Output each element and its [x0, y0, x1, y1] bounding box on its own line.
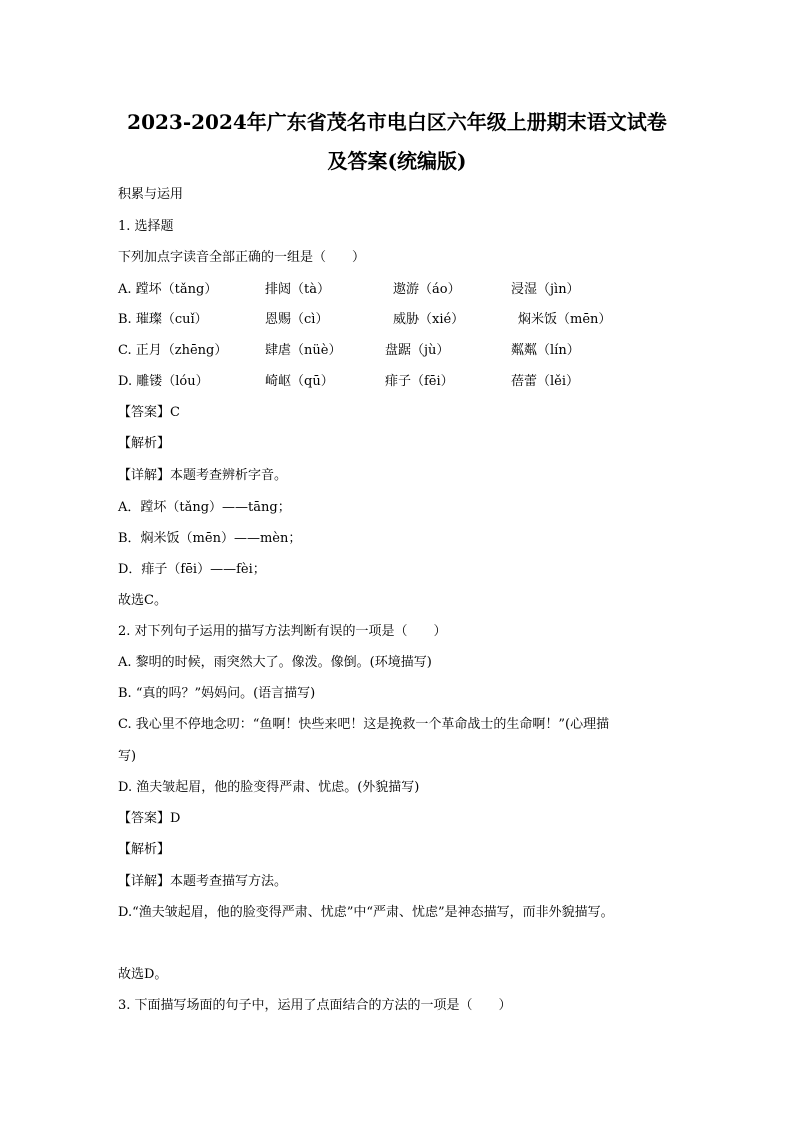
q2-option: B. “真的吗？”妈妈问。(语言描写)	[118, 686, 316, 701]
q1-note: A．蹚坏（tǎng）——tāng；	[118, 500, 291, 515]
q1-option: D. 雕镂（lóu）	[118, 374, 209, 389]
q1-stem: 下列加点字读音全部正确的一组是（ ）	[118, 250, 366, 265]
q1-detail: 【详解】本题考查辨析字音。	[118, 468, 288, 483]
q1-conclusion: 故选C。	[118, 593, 167, 608]
q1-heading: 1. 选择题	[118, 219, 174, 234]
q1-option: C. 正月（zhēng）	[118, 343, 228, 358]
q1-note: D．痱子（fēi）——fèi；	[118, 562, 266, 577]
q1-answer: 【答案】C	[118, 405, 180, 420]
q2-stem: 2. 对下列句子运用的描写方法判断有误的一项是（ ）	[118, 624, 447, 639]
q2-option: C. 我心里不停地念叨：“鱼啊！快些来吧！这是挽救一个革命战士的生命啊！”(心理描	[118, 717, 610, 732]
q1-option: 粼粼（lín）	[511, 343, 580, 358]
doc-title-line2: 及答案(统编版)	[327, 149, 467, 173]
section-heading: 积累与运用	[118, 187, 184, 202]
q1-option: 崎岖（qū）	[265, 374, 334, 389]
q2-option: A. 黎明的时候，雨突然大了。像泼。像倒。(环境描写)	[118, 655, 432, 670]
q1-option: 痱子（fēi）	[385, 374, 454, 389]
q2-conclusion: 故选D。	[118, 967, 168, 982]
q1-option: 排闼（tà）	[265, 282, 330, 297]
q1-option: 遨游（áo）	[393, 282, 461, 297]
q1-analysis: 【解析】	[118, 436, 171, 451]
q2-note: D.“渔夫皱起眉，他的脸变得严肃、忧虑”中“严肃、忧虑”是神态描写，而非外貌描写。	[118, 905, 614, 920]
doc-title-line1: 2023-2024年广东省茂名市电白区六年级上册期末语文试卷	[127, 110, 667, 134]
q2-answer: 【答案】D	[118, 811, 181, 826]
q2-detail: 【详解】本题考查描写方法。	[118, 874, 288, 889]
q1-option: 浸湿（jìn）	[511, 282, 580, 297]
q1-option: 盘踞（jù）	[385, 343, 450, 358]
q1-option: A. 蹚坏（tǎng）	[118, 282, 218, 297]
q1-option: 威胁（xié）	[393, 312, 465, 327]
q2-option: D. 渔夫皱起眉，他的脸变得严肃、忧虑。(外貌描写)	[118, 780, 420, 795]
q1-option: 肆虐（nüè）	[265, 343, 342, 358]
q2-option-wrap: 写)	[118, 749, 137, 764]
q3-stem: 3. 下面描写场面的句子中，运用了点面结合的方法的一项是（ ）	[118, 998, 512, 1013]
q1-note: B．焖米饭（mēn）——mèn；	[118, 531, 302, 546]
q1-option: 焖米饭（mēn）	[518, 312, 612, 327]
q1-option: B. 璀璨（cuǐ）	[118, 312, 208, 327]
q1-option: 蓓蕾（lěi）	[511, 374, 580, 389]
q2-analysis: 【解析】	[118, 842, 171, 857]
q1-option: 恩赐（cì）	[265, 312, 329, 327]
